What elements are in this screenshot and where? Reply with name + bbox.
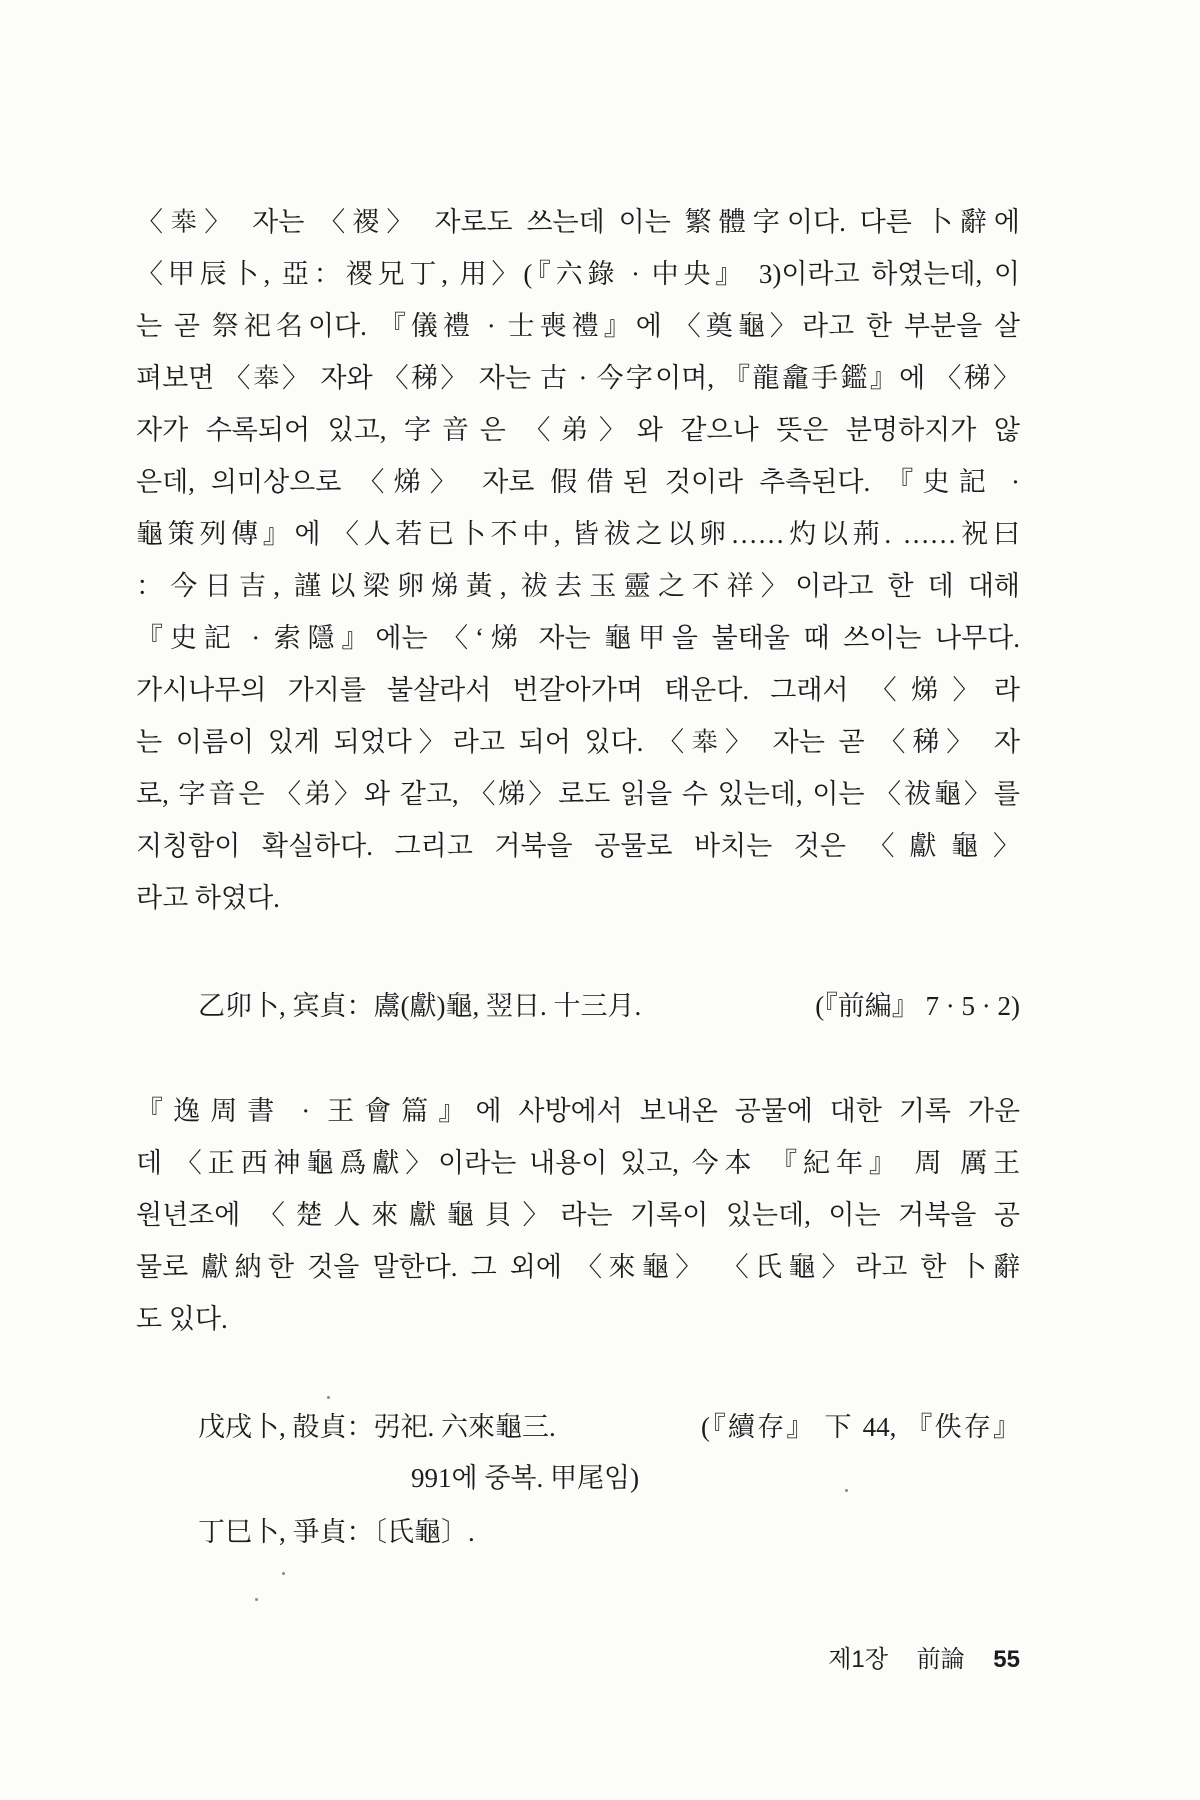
scan-speck bbox=[327, 1396, 330, 1399]
scan-speck bbox=[845, 1489, 848, 1492]
text-line: 龜策列傳』에 〈人若已卜不中, 皆祓之以卵……灼以荊. ……祝曰 bbox=[136, 519, 1020, 549]
inscription-source: (『前編』 7 · 5 · 2) bbox=[815, 991, 1020, 1021]
text-line: 도 있다. bbox=[136, 1304, 228, 1334]
text-line: 지칭함이 확실하다. 그리고 거북을 공물로 바치는 것은 〈獻龜〉 bbox=[136, 831, 1020, 861]
oracle-inscription-example-3 bbox=[198, 1506, 1020, 1558]
scan-speck bbox=[282, 1572, 285, 1575]
chapter-label: 제1장 bbox=[828, 1646, 888, 1673]
body-paragraph-2 bbox=[136, 1085, 1020, 1345]
text-line: 로, 字音은 〈弟〉와 같고, 〈焍〉로도 읽을 수 있는데, 이는 〈祓龜〉를 bbox=[136, 779, 1020, 809]
text-line: 는 이름이 있게 되었다〉라고 되어 있다. 〈𠦪〉 자는 곧 〈稊〉 자 bbox=[136, 727, 1020, 757]
section-label: 前論 bbox=[916, 1646, 965, 1673]
inscription-text: 乙卯卜, 宾貞：鬳(獻)龜, 翌日. 十三月. bbox=[198, 991, 642, 1021]
text-line: 물로 獻納한 것을 말한다. 그 외에 〈來龜〉 〈氏龜〉라고 한 卜辭 bbox=[136, 1252, 1020, 1282]
text-line: 『史記 · 索隱』에는 〈‘焍 자는 龜甲을 불태울 때 쓰이는 나무다. bbox=[136, 623, 1020, 653]
text-line: 〈甲辰卜, 亞：禝兄丁, 用〉(『六錄 · 中央』 3)이라고 하였는데, 이 bbox=[136, 259, 1020, 289]
oracle-inscription-example-2 bbox=[198, 1401, 1020, 1453]
running-footer bbox=[828, 1640, 1020, 1680]
scan-speck bbox=[255, 1598, 258, 1601]
oracle-inscription-example-1 bbox=[198, 980, 1020, 1032]
inscription-source: (『續存』 下 44, 『佚存』 bbox=[701, 1412, 1020, 1442]
text-line: 펴보면 〈𠦪〉 자와 〈稊〉 자는 古 · 今字이며, 『龍龕手鑑』에 〈稊〉 bbox=[136, 363, 1020, 393]
text-line: 가시나무의 가지를 불살라서 번갈아가며 태운다. 그래서 〈焍〉라 bbox=[136, 675, 1020, 705]
text-line: 라고 하였다. bbox=[136, 883, 280, 913]
text-line: 는 곧 祭祀名이다. 『儀禮 · 士喪禮』에 〈奠龜〉라고 한 부분을 살 bbox=[136, 311, 1020, 341]
text-line: 데 〈正西神龜爲獻〉이라는 내용이 있고, 今本 『紀年』 周 厲王 bbox=[136, 1148, 1020, 1178]
body-paragraph-1 bbox=[136, 196, 1020, 924]
text-line: ：今日吉, 謹以梁卵焍黃, 祓去玉靈之不祥〉이라고 한 데 대해 bbox=[136, 571, 1020, 601]
inscription-text: 戊戌卜, 㱿貞：弜祀. 六來龜三. bbox=[198, 1412, 556, 1442]
text-line: 자가 수록되어 있고, 字音은 〈弟〉와 같으나 뜻은 분명하지가 않 bbox=[136, 415, 1020, 445]
inscription-text: 丁巳卜, 爭貞：〔氏龜〕. bbox=[198, 1517, 475, 1547]
page-number: 55 bbox=[993, 1646, 1020, 1673]
inscription-source-continued bbox=[411, 1452, 1020, 1504]
text-line: 원년조에 〈楚人來獻龜貝〉라는 기록이 있는데, 이는 거북을 공 bbox=[136, 1200, 1020, 1230]
text-line: 〈𠦪〉 자는 〈禝〉 자로도 쓰는데 이는 繁體字이다. 다른 卜辭에 bbox=[136, 207, 1020, 237]
inscription-source: 991에 중복. 甲尾임) bbox=[411, 1463, 640, 1493]
text-line: 은데, 의미상으로 〈焍〉 자로 假借된 것이라 추측된다. 『史記 · bbox=[136, 467, 1020, 497]
text-line: 『逸周書 · 王會篇』에 사방에서 보내온 공물에 대한 기록 가운 bbox=[136, 1096, 1020, 1126]
